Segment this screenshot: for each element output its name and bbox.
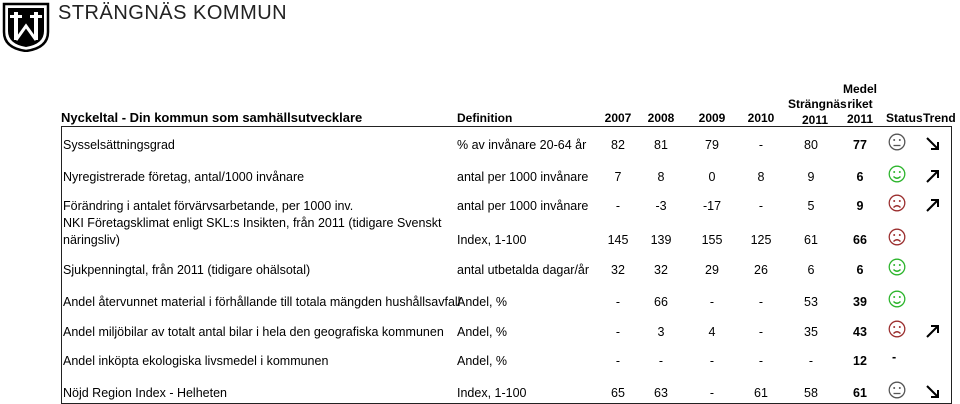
trend-up-arrow-icon — [925, 168, 941, 184]
indicator-definition: antal per 1000 invånare — [457, 199, 589, 213]
col-header-strangnas — [788, 97, 847, 127]
indicator-definition: Andel, % — [457, 325, 508, 339]
brand-name: STRÄNGNÄS KOMMUN — [58, 2, 288, 24]
col-header-2010: 2010 — [747, 111, 775, 125]
value-v2011: 80 — [804, 138, 818, 152]
indicator-label: Nöjd Region Index - Helheten — [63, 386, 227, 400]
col-header-definition: Definition — [457, 111, 513, 125]
value-medel-riket: 12 — [853, 354, 867, 368]
indicator-definition: Andel, % — [457, 354, 508, 368]
happy-face-icon — [888, 165, 906, 183]
value-v2009: - — [709, 386, 715, 400]
value-medel-riket: 6 — [856, 263, 864, 277]
value-v2009: - — [709, 354, 715, 368]
value-v2010: 125 — [750, 233, 772, 247]
value-v2011: 9 — [807, 170, 815, 184]
value-v2011: 53 — [804, 295, 818, 309]
value-v2009: 0 — [708, 170, 716, 184]
indicator-label: Förändring i antalet förvärvsarbetande, per 1000 inv. — [63, 199, 354, 213]
indicator-label: Andel återvunnet material i förhållande till totala mängden hushållsavfall — [63, 295, 461, 309]
value-medel-riket: 43 — [853, 325, 867, 339]
indicator-label: Nyregistrerade företag, antal/1000 invånare — [63, 170, 305, 184]
table-right-border — [951, 126, 952, 404]
value-v2007: - — [615, 354, 621, 368]
value-v2010: 61 — [754, 386, 768, 400]
value-v2011: 6 — [807, 263, 815, 277]
value-v2007: 82 — [611, 138, 625, 152]
value-v2008: 81 — [654, 138, 668, 152]
value-medel-riket: 39 — [853, 295, 867, 309]
value-medel-riket: 77 — [853, 138, 867, 152]
municipal-crest-logo — [2, 2, 50, 52]
indicator-definition: Andel, % — [457, 295, 508, 309]
value-v2010: - — [758, 295, 764, 309]
value-v2007: 32 — [611, 263, 625, 277]
value-medel-riket: 6 — [856, 170, 864, 184]
col-header-status: Status — [886, 111, 923, 125]
value-v2007: 65 — [611, 386, 625, 400]
value-v2011: - — [808, 354, 814, 368]
value-medel-riket: 9 — [856, 199, 864, 213]
indicator-label: Sjukpenningtal, från 2011 (tidigare ohälsotal) — [63, 263, 311, 277]
sad-face-icon — [888, 228, 906, 246]
sad-face-icon — [888, 194, 906, 212]
value-v2007: 7 — [614, 170, 622, 184]
col-header-trend: Trend — [923, 111, 956, 125]
indicator-label: NKI Företagsklimat enligt SKL:s Insikten, från 2011 (tidigare Svenskt — [63, 216, 442, 230]
value-v2008: 8 — [657, 170, 665, 184]
value-medel-riket: 61 — [853, 386, 867, 400]
value-v2009: - — [709, 295, 715, 309]
value-v2011: 35 — [804, 325, 818, 339]
indicator-definition: antal utbetalda dagar/år — [457, 263, 590, 277]
value-v2010: 8 — [757, 170, 765, 184]
value-medel-riket: 66 — [853, 233, 867, 247]
value-v2009: 155 — [701, 233, 723, 247]
value-v2010: - — [758, 354, 764, 368]
col-header-strangnas-line1: Strängnäs — [788, 97, 847, 111]
trend-down-arrow-icon — [925, 136, 941, 152]
value-v2010: - — [758, 325, 764, 339]
value-v2008: 66 — [654, 295, 668, 309]
col-header-strangnas-line2: 2011 — [801, 113, 829, 127]
indicator-definition: Index, 1-100 — [457, 386, 527, 400]
happy-face-icon — [888, 258, 906, 276]
table-left-border — [61, 126, 62, 404]
value-v2008: 63 — [654, 386, 668, 400]
value-v2007: - — [615, 325, 621, 339]
value-v2011: 61 — [804, 233, 818, 247]
status-text: - — [892, 350, 897, 364]
trend-up-arrow-icon — [925, 323, 941, 339]
value-v2007: - — [615, 295, 621, 309]
value-v2009: -17 — [702, 199, 722, 213]
value-v2007: 145 — [607, 233, 629, 247]
col-header-2007: 2007 — [604, 111, 632, 125]
indicator-label-line2: näringsliv) — [63, 233, 120, 247]
table-top-border — [61, 126, 951, 127]
col-header-medel-line2: riket — [847, 97, 873, 111]
value-v2011: 5 — [807, 199, 815, 213]
happy-face-icon — [888, 290, 906, 308]
value-v2010: - — [758, 199, 764, 213]
neutral-face-icon — [888, 133, 906, 151]
value-v2008: -3 — [655, 199, 667, 213]
sad-face-icon — [888, 320, 906, 338]
col-header-medel — [840, 82, 880, 126]
col-header-medel-line3: 2011 — [846, 112, 874, 126]
indicator-definition: % av invånare 20-64 år — [457, 138, 587, 152]
indicator-definition: antal per 1000 invånare — [457, 170, 589, 184]
col-header-2008: 2008 — [647, 111, 675, 125]
trend-up-arrow-icon — [925, 197, 941, 213]
value-v2010: 26 — [754, 263, 768, 277]
col-header-medel-line1: Medel — [842, 82, 877, 96]
value-v2009: 29 — [705, 263, 719, 277]
value-v2011: 58 — [804, 386, 818, 400]
col-header-2009: 2009 — [698, 111, 726, 125]
page-title: Nyckeltal - Din kommun som samhällsutvecklare — [61, 110, 363, 125]
indicator-definition: Index, 1-100 — [457, 233, 527, 247]
indicator-label: Sysselsättningsgrad — [63, 138, 175, 152]
value-v2010: - — [758, 138, 764, 152]
value-v2008: 139 — [650, 233, 672, 247]
neutral-face-icon — [888, 381, 906, 399]
indicator-label: Andel miljöbilar av totalt antal bilar i hela den geografiska kommunen — [63, 325, 444, 339]
value-v2008: 3 — [657, 325, 665, 339]
value-v2009: 79 — [705, 138, 719, 152]
value-v2007: - — [615, 199, 621, 213]
value-v2008: 32 — [654, 263, 668, 277]
value-v2009: 4 — [708, 325, 716, 339]
indicator-label: Andel inköpta ekologiska livsmedel i kommunen — [63, 354, 329, 368]
value-v2008: - — [658, 354, 664, 368]
trend-down-arrow-icon — [925, 384, 941, 400]
